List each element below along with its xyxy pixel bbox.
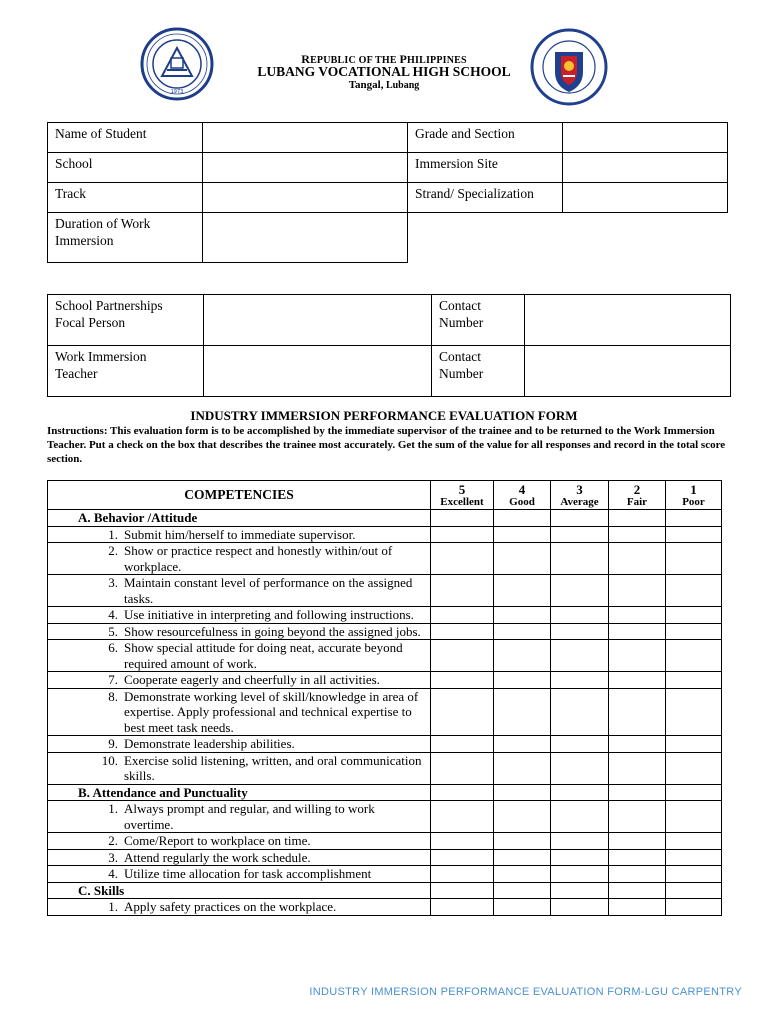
page-footer: INDUSTRY IMMERSION PERFORMANCE EVALUATION FORM-LGU CARPENTRY [309,986,742,998]
competency-cell [48,752,431,784]
track-field[interactable] [203,183,408,213]
rating-header-2: 2 Fair [609,481,666,510]
rating-checkbox-cell[interactable] [494,849,551,866]
rating-checkbox-cell[interactable] [431,526,494,543]
rating-checkbox-cell[interactable] [494,543,551,575]
item-text: Cooperate eagerly and cheerfully in all activities. [124,672,380,687]
rating-header-3: 3 Average [551,481,609,510]
item-text: Show or practice respect and honestly within/out of workplace. [124,543,393,574]
name-of-student-label: Name of Student [48,123,203,153]
rating-checkbox-cell[interactable] [494,688,551,736]
rating-checkbox-cell[interactable] [494,623,551,640]
rating-checkbox-cell[interactable] [666,752,722,784]
rating-cell [609,510,666,527]
item-number: 3. [108,849,118,865]
item-number: 10. [101,752,118,768]
competency-row [48,543,722,575]
rating-checkbox-cell[interactable] [431,801,494,833]
rating-cell [609,784,666,801]
rating-cell [666,882,722,899]
item-text: Submit him/herself to immediate supervisor. [124,526,356,542]
competency-row [48,801,722,833]
school-label: School [48,153,203,183]
duration-field[interactable] [203,213,408,263]
rating-checkbox-cell[interactable] [666,688,722,736]
student-info-table [47,122,728,263]
rating-checkbox-cell[interactable] [609,688,666,736]
item-text: Maintain constant level of performance on the assigned tasks. [124,575,413,606]
rating-checkbox-cell[interactable] [494,672,551,689]
competency-cell [48,688,431,736]
item-text: Exercise solid listening, written, and oral communication skills. [124,752,422,783]
item-number: 3. [108,575,118,590]
rating-checkbox-cell[interactable] [609,575,666,607]
rating-header-1: 1 Poor [666,481,722,510]
rating-cell [666,510,722,527]
competency-row [48,575,722,607]
rating-checkbox-cell[interactable] [494,801,551,833]
rating-checkbox-cell[interactable] [609,543,666,575]
rating-checkbox-cell[interactable] [666,623,722,640]
rating-checkbox-cell[interactable] [666,575,722,607]
section-heading: C. Skills [48,882,431,899]
competency-row [48,752,722,784]
teacher-contact-field[interactable] [525,346,731,397]
item-number: 8. [108,688,118,704]
rating-checkbox-cell[interactable] [431,833,494,850]
competency-row [48,526,722,543]
rating-checkbox-cell[interactable] [431,688,494,736]
rating-checkbox-cell[interactable] [551,543,609,575]
rating-header-5: 5 Excellent [431,481,494,510]
rating-checkbox-cell[interactable] [666,607,722,624]
rating-header-4: 4 Good [494,481,551,510]
rating-checkbox-cell[interactable] [494,866,551,883]
competency-cell [48,899,431,916]
item-number: 6. [108,640,118,655]
immersion-teacher-label: Work Immersion Teacher [48,346,204,397]
rating-cell [431,510,494,527]
immersion-site-label: Immersion Site [408,153,563,183]
item-number: 2. [108,543,118,558]
competency-cell [48,672,431,689]
item-text: Always prompt and regular, and willing to work overtime. [124,801,375,832]
rating-checkbox-cell[interactable] [551,640,609,672]
item-number: 7. [108,672,118,687]
grade-section-label: Grade and Section [408,123,563,153]
contact-number-label: Contact Number [432,346,525,397]
strand-label: Strand/ Specialization [408,183,563,213]
school-field[interactable] [203,153,408,183]
rating-checkbox-cell[interactable] [494,752,551,784]
item-number: 1. [108,899,118,914]
immersion-site-field[interactable] [563,153,728,183]
deped-seal-logo [530,28,608,106]
rating-checkbox-cell[interactable] [609,752,666,784]
rating-checkbox-cell[interactable] [666,801,722,833]
form-instructions: Instructions: This evaluation form is to be accomplished by the immediate supervisor of the trainee and to be returned to the Work Immersion Teacher. Put a check on the box that describes the trainee most accurately. Get the sum of the value for all responses and record in the total score section. [47,425,726,466]
competency-cell [48,736,431,753]
focal-person-field[interactable] [204,295,432,346]
competency-row [48,866,722,883]
competency-cell [48,543,431,575]
item-number: 9. [108,736,118,751]
rating-checkbox-cell[interactable] [551,607,609,624]
competency-table [47,480,722,916]
contact-number-label: Contact Number [432,295,525,346]
item-text: Utilize time allocation for task accomplishment [124,866,372,881]
section-heading-row [48,784,722,801]
competency-row [48,640,722,672]
item-number: 1. [108,526,118,542]
rating-checkbox-cell[interactable] [431,866,494,883]
rating-cell [431,784,494,801]
grade-section-field[interactable] [563,123,728,153]
rating-checkbox-cell[interactable] [609,899,666,916]
section-heading-row [48,882,722,899]
competency-cell [48,623,431,640]
immersion-teacher-field[interactable] [204,346,432,397]
rating-checkbox-cell[interactable] [609,801,666,833]
rating-checkbox-cell[interactable] [494,607,551,624]
rating-checkbox-cell[interactable] [551,736,609,753]
republic-line: REPUBLIC OF THE PHILIPPINES [301,52,467,66]
competency-row [48,849,722,866]
rating-checkbox-cell[interactable] [431,899,494,916]
rating-checkbox-cell[interactable] [666,543,722,575]
rating-checkbox-cell[interactable] [431,623,494,640]
rating-checkbox-cell[interactable] [551,849,609,866]
competency-row [48,833,722,850]
rating-checkbox-cell[interactable] [494,575,551,607]
focal-person-label: School Partnerships Focal Person [48,295,204,346]
rating-cell [551,784,609,801]
rating-cell [609,882,666,899]
competency-cell [48,640,431,672]
rating-cell [431,882,494,899]
competency-cell [48,801,431,833]
rating-checkbox-cell[interactable] [609,607,666,624]
rating-checkbox-cell[interactable] [666,526,722,543]
rating-checkbox-cell[interactable] [666,849,722,866]
rating-checkbox-cell[interactable] [551,752,609,784]
competency-cell [48,866,431,883]
track-label: Track [48,183,203,213]
rating-checkbox-cell[interactable] [494,833,551,850]
competency-row [48,899,722,916]
school-name: LUBANG VOCATIONAL HIGH SCHOOL [257,64,511,79]
rating-checkbox-cell[interactable] [666,833,722,850]
rating-checkbox-cell[interactable] [609,526,666,543]
rating-checkbox-cell[interactable] [551,833,609,850]
rating-checkbox-cell[interactable] [431,672,494,689]
rating-checkbox-cell[interactable] [666,736,722,753]
rating-cell [494,784,551,801]
item-number: 5. [108,623,118,639]
competency-cell [48,607,431,624]
rating-checkbox-cell[interactable] [494,640,551,672]
section-heading: A. Behavior /Attitude [48,510,431,527]
rating-cell [494,510,551,527]
item-text: Apply safety practices on the workplace. [124,899,337,914]
rating-checkbox-cell[interactable] [551,801,609,833]
rating-checkbox-cell[interactable] [609,640,666,672]
rating-checkbox-cell[interactable] [666,672,722,689]
competency-row [48,607,722,624]
form-title: INDUSTRY IMMERSION PERFORMANCE EVALUATION FORM [190,408,578,423]
rating-checkbox-cell[interactable] [551,899,609,916]
rating-checkbox-cell[interactable] [494,899,551,916]
rating-checkbox-cell[interactable] [431,575,494,607]
item-number: 4. [108,607,118,622]
item-number: 2. [108,833,118,848]
rating-checkbox-cell[interactable] [609,623,666,640]
focal-contact-field[interactable] [525,295,731,346]
rating-cell [551,510,609,527]
partner-info-table [47,294,731,397]
rating-checkbox-cell[interactable] [609,736,666,753]
item-text: Attend regularly the work schedule. [124,849,311,865]
item-text: Demonstrate working level of skill/knowledge in area of expertise. Apply professional and technical expertise to best meet task needs. [124,688,419,735]
competency-row [48,736,722,753]
strand-field[interactable] [563,183,728,213]
item-number: 1. [108,801,118,816]
competency-cell [48,526,431,543]
rating-checkbox-cell[interactable] [494,526,551,543]
rating-checkbox-cell[interactable] [666,640,722,672]
rating-checkbox-cell[interactable] [609,849,666,866]
item-text: Show special attitude for doing neat, accurate beyond required amount of work. [124,640,403,671]
item-text: Show resourcefulness in going beyond the assigned jobs. [124,623,421,639]
competency-cell [48,575,431,607]
svg-text:1973: 1973 [170,89,184,95]
rating-cell [494,882,551,899]
rating-checkbox-cell[interactable] [551,623,609,640]
rating-checkbox-cell[interactable] [666,866,722,883]
rating-checkbox-cell[interactable] [551,526,609,543]
rating-cell [666,784,722,801]
item-text: Come/Report to workplace on time. [124,833,311,848]
duration-label: Duration of Work Immersion [48,213,203,263]
school-address: Tangal, Lubang [348,79,420,91]
rating-checkbox-cell[interactable] [609,833,666,850]
rating-checkbox-cell[interactable] [431,607,494,624]
rating-checkbox-cell[interactable] [431,640,494,672]
rating-checkbox-cell[interactable] [431,736,494,753]
rating-checkbox-cell[interactable] [609,672,666,689]
name-of-student-field[interactable] [203,123,408,153]
rating-checkbox-cell[interactable] [666,899,722,916]
rating-checkbox-cell[interactable] [551,866,609,883]
section-heading-row [48,510,722,527]
competency-cell [48,833,431,850]
competency-row [48,672,722,689]
item-text: Demonstrate leadership abilities. [124,736,295,751]
rating-checkbox-cell[interactable] [551,575,609,607]
competencies-header: COMPETENCIES [48,481,431,510]
competency-row [48,688,722,736]
rating-checkbox-cell[interactable] [494,736,551,753]
competency-cell [48,849,431,866]
rating-checkbox-cell[interactable] [431,849,494,866]
rating-checkbox-cell[interactable] [551,672,609,689]
rating-checkbox-cell[interactable] [551,688,609,736]
rating-checkbox-cell[interactable] [431,752,494,784]
item-text: Use initiative in interpreting and following instructions. [124,607,414,622]
rating-cell [551,882,609,899]
rating-checkbox-cell[interactable] [609,866,666,883]
section-heading: B. Attendance and Punctuality [48,784,431,801]
rating-checkbox-cell[interactable] [431,543,494,575]
competency-row [48,623,722,640]
item-number: 4. [108,866,118,881]
